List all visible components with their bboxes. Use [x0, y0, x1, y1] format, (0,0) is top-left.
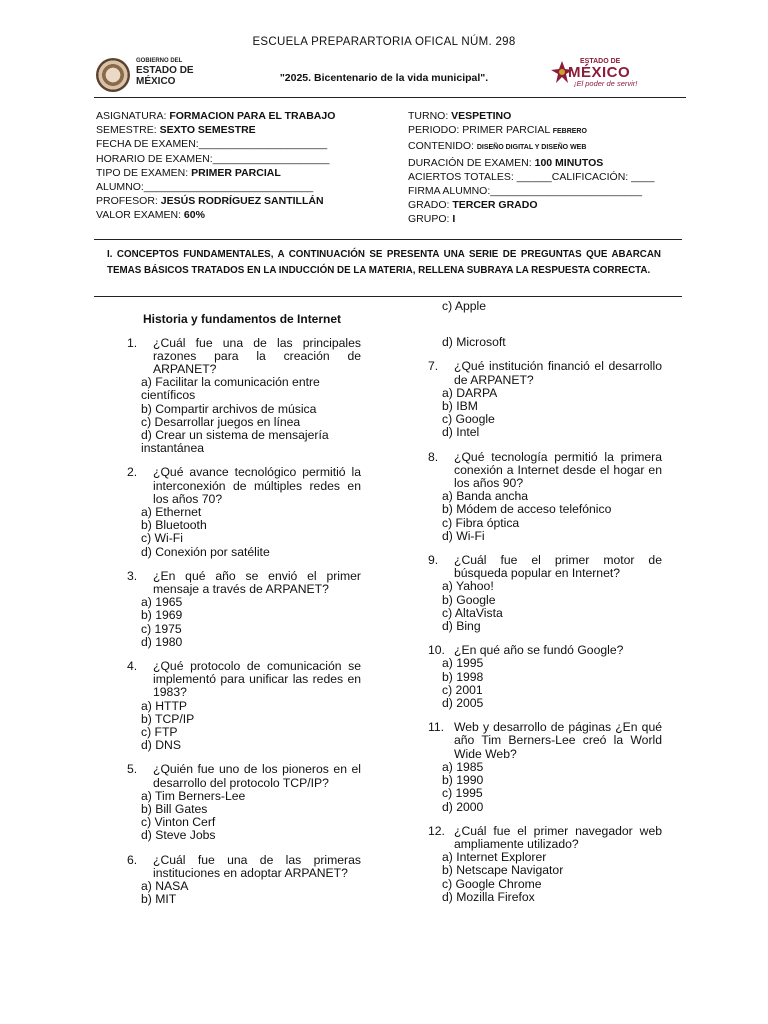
question-prompt: ¿Qué protocolo de comunicación se implementó para unificar las redes en 1983? — [153, 658, 361, 700]
answer-option[interactable]: a) Internet Explorer — [442, 850, 547, 865]
question-number: 1. — [127, 335, 138, 350]
header-rule — [94, 97, 686, 98]
question-number: 12. — [428, 823, 445, 838]
answer-option[interactable]: d) Mozilla Firefox — [442, 889, 535, 904]
question-prompt: ¿Qué tecnología permitió la primera conexión a Internet desde el hogar en los años 90? — [454, 449, 662, 491]
question-3 — [127, 570, 361, 649]
question-prompt: Web y desarrollo de páginas ¿En qué año Tim Berners-Lee creó la World Wide Web? — [454, 720, 662, 761]
q6-option-c: c) Apple — [442, 299, 487, 313]
instructions-top-rule — [94, 239, 682, 240]
section-title: Historia y fundamentos de Internet — [143, 312, 342, 326]
question-number: 5. — [127, 762, 138, 777]
question-7 — [428, 360, 662, 439]
answer-option[interactable]: c) Google — [442, 412, 495, 427]
question-1 — [127, 337, 361, 456]
answer-option[interactable]: a) 1995 — [442, 656, 484, 671]
answer-option[interactable]: d) Conexión por satélite — [141, 544, 270, 559]
question-prompt: ¿Cuál fue el primer navegador web ampliamente utilizado? — [454, 823, 662, 851]
info-grupo: GRUPO: I — [408, 213, 456, 226]
answer-option[interactable]: b) Google — [442, 592, 496, 607]
question-text — [127, 854, 361, 880]
info-grado: GRADO: TERCER GRADO — [408, 199, 538, 212]
answer-option[interactable]: d) Intel — [442, 425, 480, 440]
info-duracion: DURACIÓN DE EXAMEN: 100 MINUTOS — [408, 156, 604, 169]
question-prompt: ¿Qué avance tecnológico permitió la interconexión de múltiples redes en los años 70? — [153, 465, 361, 506]
answer-option[interactable]: d) 1980 — [141, 634, 183, 649]
answer-option[interactable]: c) 1975 — [141, 621, 182, 636]
question-text — [428, 825, 662, 851]
info-contenido: CONTENIDO: DISEÑO DIGITAL Y DISEÑO WEB — [408, 140, 587, 153]
info-turno: TURNO: VESPETINO — [408, 110, 512, 122]
answer-option[interactable]: a) Banda ancha — [442, 489, 529, 504]
answer-option[interactable]: d) Steve Jobs — [141, 828, 216, 843]
answer-option[interactable]: a) Yahoo! — [442, 579, 494, 594]
question-10 — [428, 644, 662, 710]
info-asignatura: ASIGNATURA: FORMACION PARA EL TRABAJO — [96, 110, 336, 122]
motto: "2025. Bicentenario de la vida municipal". — [279, 72, 489, 84]
question-text — [428, 721, 662, 761]
question-12 — [428, 825, 662, 904]
brand-text: ESTADO DE MÉXICO ¡El poder de servir! — [568, 58, 638, 88]
answer-option[interactable]: b) Bill Gates — [141, 802, 208, 816]
question-text — [127, 337, 361, 377]
government-logo-text: GOBIERNO DEL ESTADO DE MÉXICO — [136, 58, 194, 87]
answer-option[interactable]: d) 2000 — [442, 799, 484, 814]
answer-option[interactable]: b) TCP/IP — [141, 711, 195, 726]
answer-option[interactable]: c) Wi-Fi — [141, 531, 183, 546]
answer-option[interactable]: c) Google Chrome — [442, 876, 542, 891]
instructions-bottom-rule — [94, 296, 682, 297]
question-text — [127, 763, 361, 789]
answer-option[interactable]: b) 1969 — [141, 608, 183, 623]
answer-option[interactable]: b) Bluetooth — [141, 518, 207, 533]
question-number: 3. — [127, 568, 138, 583]
questions-right-column — [428, 300, 662, 904]
answer-option[interactable]: b) Módem de acceso telefónico — [442, 502, 612, 517]
question-number: 8. — [428, 449, 439, 464]
instructions: I. CONCEPTOS FUNDAMENTALES, A CONTINUACIÓN SE PRESENTA UNA SERIE DE PREGUNTAS QUE ABARCAN TEMAS BÁSICOS TRATADOS EN LA INDUCCIÓN DE LA MATERIA, RELLENA SUBRAYA LA RESPUESTA CORRECTA. — [107, 249, 661, 276]
answer-option[interactable]: d) 2005 — [442, 696, 484, 711]
question-prompt: ¿Cuál fue el primer motor de búsqueda popular en Internet? — [454, 553, 662, 581]
exam-info-left — [96, 109, 396, 223]
info-firma: FIRMA ALUMNO:__________________________ — [408, 185, 643, 198]
info-horario: HORARIO DE EXAMEN:____________________ — [96, 152, 330, 165]
question-text — [428, 554, 662, 580]
estado-de-mexico-logo — [548, 58, 668, 94]
question-prompt: ¿Cuál fue una de las principales razones para la creación de ARPANET? — [153, 335, 361, 376]
answer-option[interactable]: b) 1998 — [442, 669, 484, 684]
info-valor: VALOR EXAMEN: 60% — [96, 209, 205, 222]
answer-option[interactable]: b) Compartir archivos de música — [141, 401, 317, 416]
answer-option[interactable]: a) NASA — [141, 879, 189, 894]
question-prompt: ¿Cuál fue una de las primeras instituciones en adoptar ARPANET? — [153, 852, 361, 880]
answer-option[interactable]: c) Vinton Cerf — [141, 815, 216, 830]
info-tipo: TIPO DE EXAMEN: PRIMER PARCIAL — [96, 166, 281, 179]
answer-option[interactable]: c) Desarrollar juegos en línea — [141, 414, 301, 429]
answer-option[interactable]: b) MIT — [141, 892, 177, 907]
info-periodo: PERIODO: PRIMER PARCIAL FEBRERO — [408, 124, 587, 137]
question-5 — [127, 763, 361, 842]
question-number: 9. — [428, 553, 439, 568]
answer-option[interactable]: a) Facilitar la comunicación entre científicos — [141, 375, 320, 403]
answer-option[interactable]: c) Fibra óptica — [442, 515, 520, 530]
question-text — [428, 360, 662, 386]
answer-option[interactable]: c) 2001 — [442, 682, 483, 697]
answer-option[interactable]: a) DARPA — [442, 385, 498, 400]
question-8 — [428, 451, 662, 543]
answer-option[interactable]: b) 1990 — [442, 773, 484, 788]
question-number: 2. — [127, 465, 138, 480]
answer-option[interactable]: a) 1965 — [141, 595, 183, 610]
info-aciertos: ACIERTOS TOTALES: ______CALIFICACIÓN: ____ — [408, 170, 655, 183]
answer-option[interactable]: a) HTTP — [141, 698, 188, 713]
question-number: 4. — [127, 658, 138, 673]
answer-option[interactable]: d) Crear un sistema de mensajería instantánea — [141, 427, 329, 456]
answer-option[interactable]: a) Tim Berners-Lee — [141, 788, 246, 803]
q6-option-d: d) Microsoft — [442, 335, 506, 350]
answer-option[interactable]: d) DNS — [141, 738, 181, 753]
info-fecha: FECHA DE EXAMEN:______________________ — [96, 138, 328, 151]
question-text — [127, 466, 361, 506]
questions-left-column — [127, 313, 361, 906]
question-number: 7. — [428, 359, 439, 374]
info-profesor: PROFESOR: JESÚS RODRÍGUEZ SANTILLÁN — [96, 195, 324, 208]
answer-option[interactable]: d) Bing — [442, 619, 481, 634]
answer-option[interactable]: b) Netscape Navigator — [442, 863, 564, 878]
answer-option[interactable]: a) Ethernet — [141, 504, 202, 519]
question-2 — [127, 466, 361, 558]
question-9 — [428, 554, 662, 633]
question-11 — [428, 721, 662, 813]
answer-option[interactable]: d) Wi-Fi — [442, 528, 485, 543]
school-name: ESCUELA PREPARARTORIA OFICAL NÚM. 298 — [252, 36, 516, 48]
question-text — [127, 660, 361, 700]
answer-option[interactable]: c) FTP — [141, 724, 178, 739]
answer-option[interactable]: c) AltaVista — [442, 605, 503, 620]
question-prompt: ¿Quién fue uno de los pioneros en el desarrollo del protocolo TCP/IP? — [153, 762, 361, 790]
question-6 — [127, 854, 361, 907]
info-semestre: SEMESTRE: SEXTO SEMESTRE — [96, 124, 256, 137]
question-prompt: ¿En qué año se fundó Google? — [454, 643, 624, 658]
info-alumno: ALUMNO:_____________________________ — [96, 181, 314, 194]
question-number: 10. — [428, 643, 445, 658]
answer-option[interactable]: b) IBM — [442, 399, 478, 414]
question-prompt: ¿En qué año se envió el primer mensaje a través de ARPANET? — [153, 568, 361, 596]
question-text — [428, 451, 662, 491]
answer-option[interactable]: a) 1985 — [442, 759, 484, 774]
question-number: 6. — [127, 852, 138, 867]
question-number: 11. — [428, 720, 445, 735]
answer-option[interactable]: c) 1995 — [442, 786, 483, 801]
question-prompt: ¿Qué institución financió el desarrollo de ARPANET? — [454, 359, 662, 387]
exam-info-right — [408, 109, 688, 227]
question-4 — [127, 660, 361, 752]
question-text — [127, 570, 361, 596]
